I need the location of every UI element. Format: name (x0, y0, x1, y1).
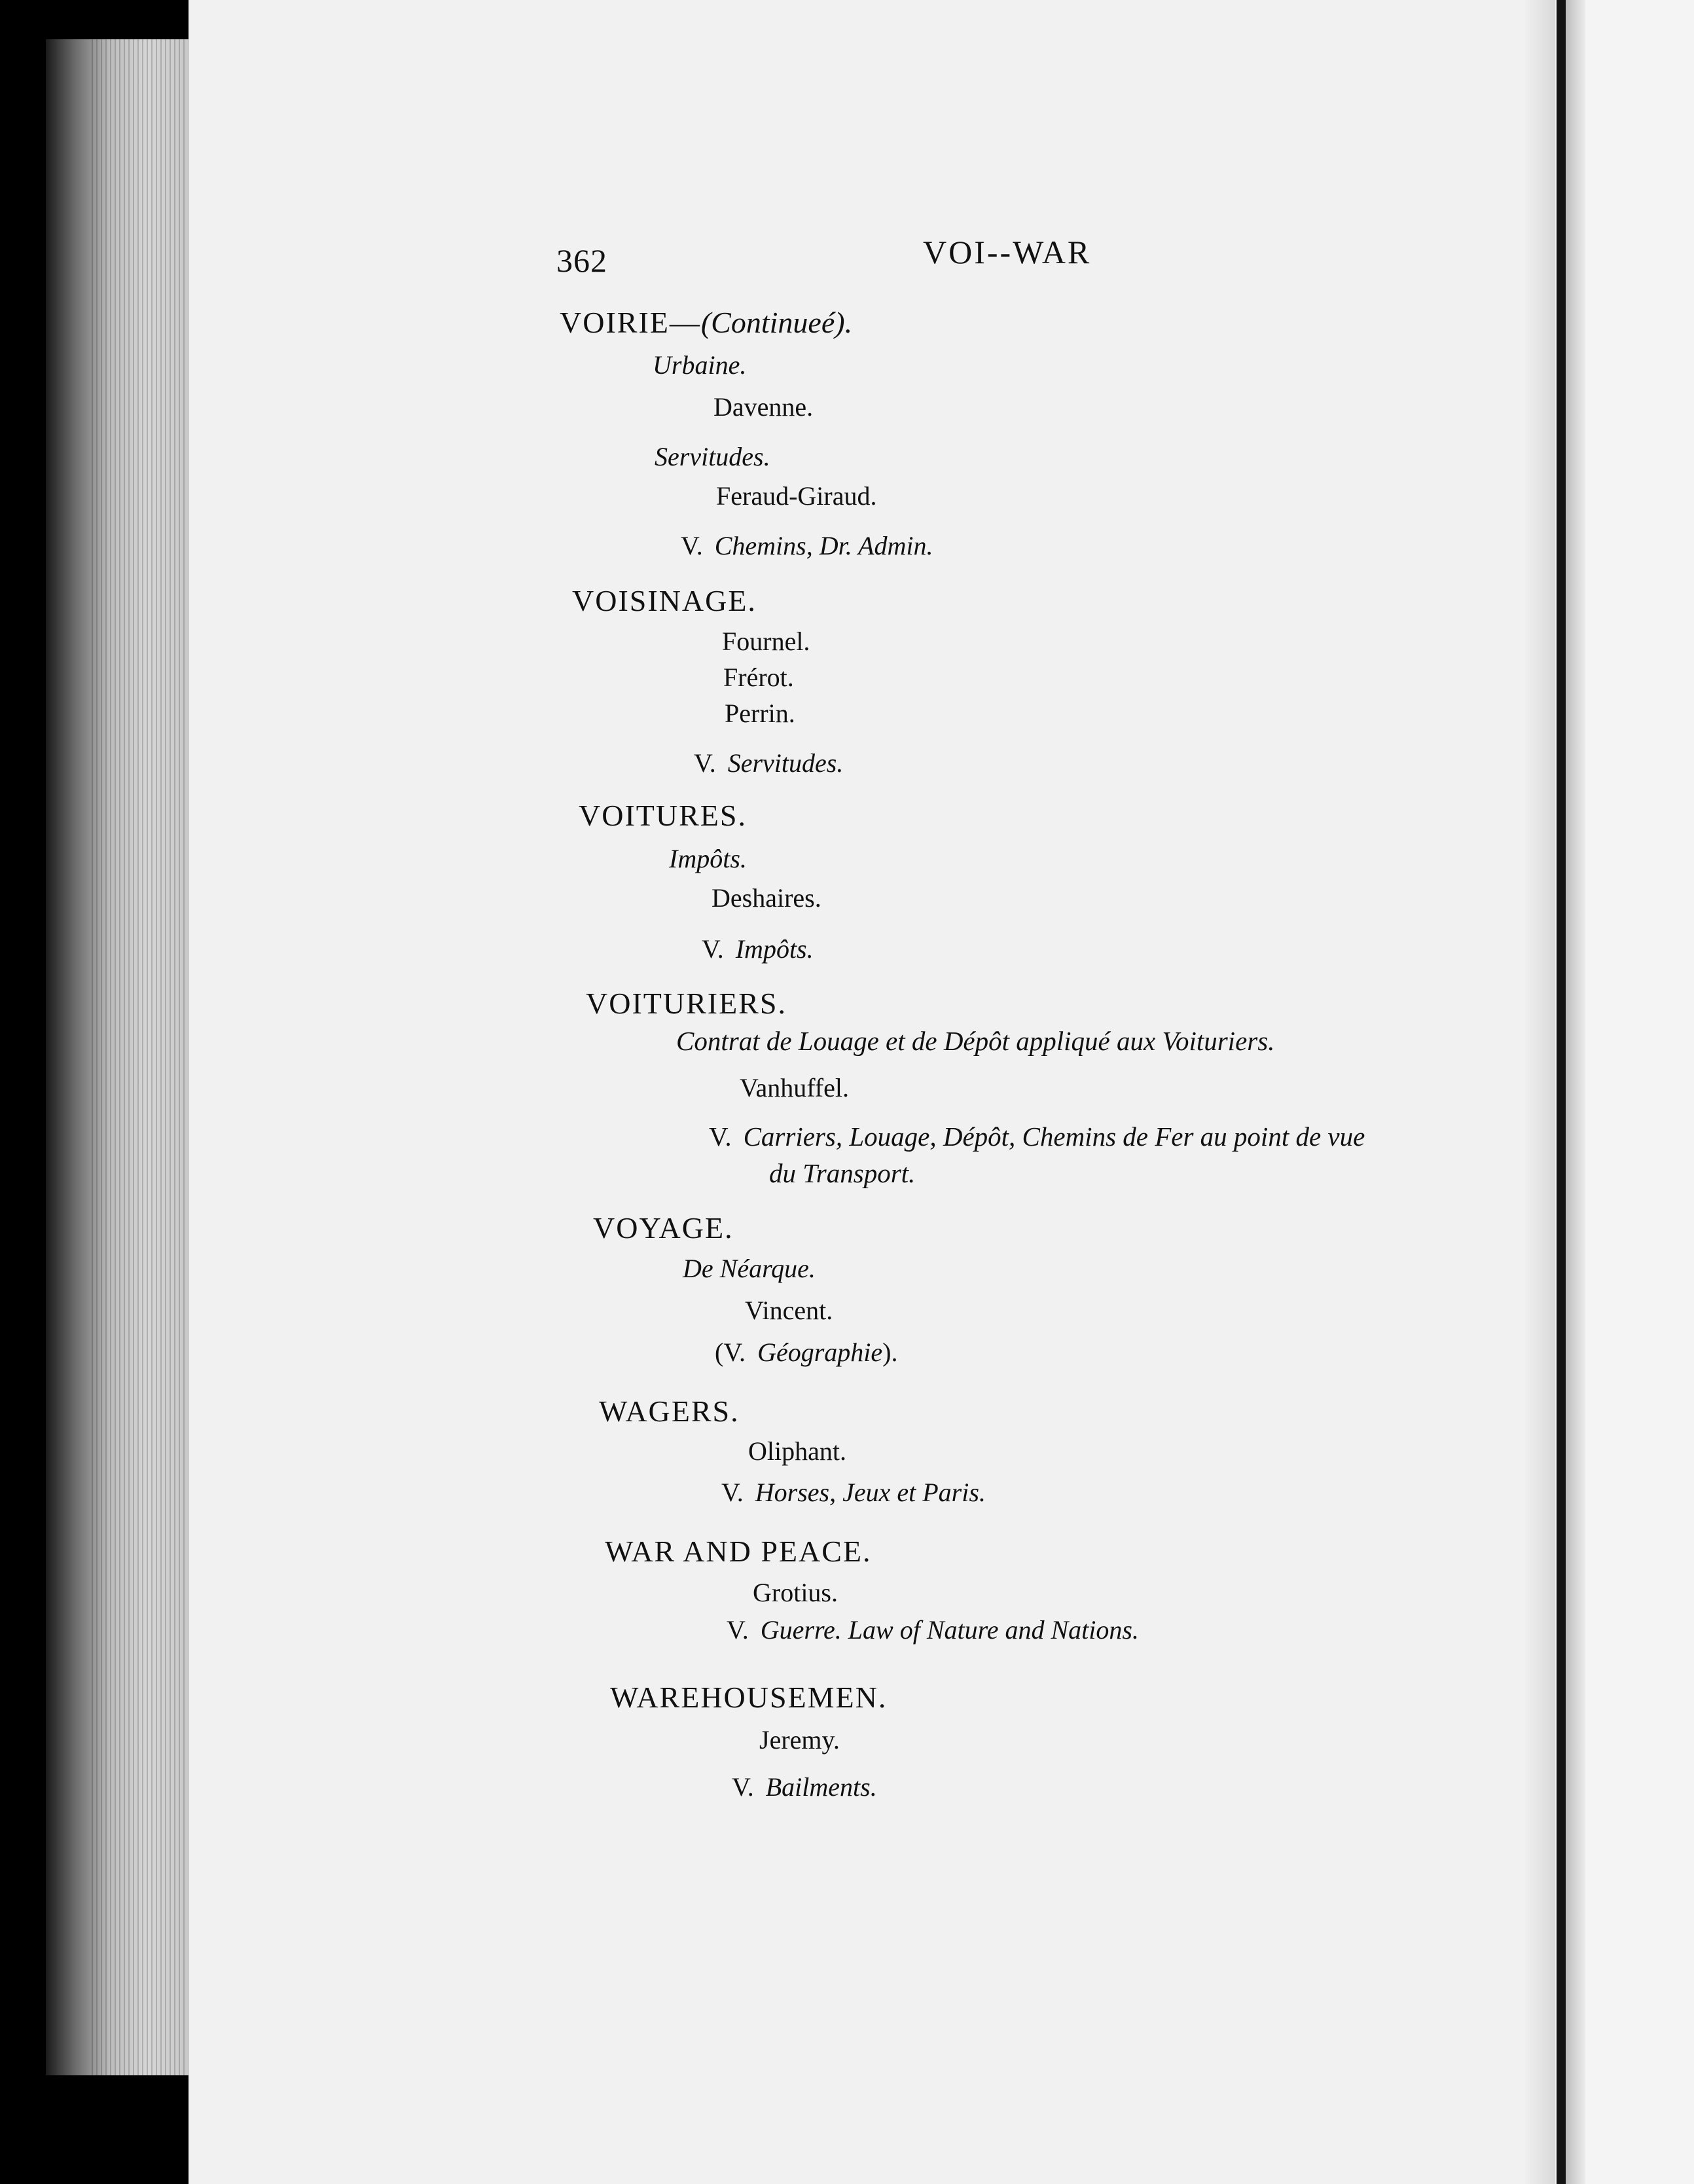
entry-heading-voisinage: VOISINAGE. (572, 584, 757, 617)
xref-text: Guerre. Law of Nature and Nations. (760, 1615, 1139, 1645)
xref-text: Bailments. (765, 1772, 877, 1802)
gutter (1557, 0, 1566, 2184)
author-vincent: Vincent. (745, 1296, 833, 1325)
running-title: VOI--WAR (923, 234, 1092, 270)
entry-heading-voitures: VOITURES. (579, 799, 747, 832)
author-vanhuffel: Vanhuffel. (740, 1073, 849, 1102)
subheading-servitudes: Servitudes. (655, 442, 770, 471)
author-davenne: Davenne. (713, 392, 814, 422)
page-shadow (1525, 0, 1555, 2184)
xref-text: Carriers, Louage, Dépôt, Chemins de Fer au point de vue (743, 1121, 1365, 1152)
xref-text-continued: du Transport. (769, 1158, 916, 1188)
xref-text: Servitudes. (727, 748, 844, 778)
page (189, 0, 1555, 2184)
author-fournel: Fournel. (722, 627, 810, 656)
cross-reference-voyage (715, 1339, 897, 1366)
author-jeremy: Jeremy. (759, 1725, 840, 1755)
heading-note: (Continueé). (700, 306, 853, 339)
xref-prefix: V. (709, 1121, 732, 1152)
entry-heading-voirie (560, 308, 852, 338)
author-feraud-giraud: Feraud-Giraud. (716, 481, 877, 511)
xref-text: Géographie (757, 1338, 883, 1367)
subheading-contrat-de-louage: Contrat de Louage et de Dépôt appliqué aux Voituriers. (676, 1026, 1275, 1056)
cross-reference-wagers (721, 1480, 986, 1506)
subheading-de-nearque: De Néarque. (683, 1254, 816, 1283)
cross-reference-voitures (702, 936, 814, 962)
xref-prefix: V. (681, 531, 703, 560)
subheading-impots: Impôts. (669, 844, 747, 873)
cross-reference-voituriers-continued (769, 1160, 915, 1187)
page-number: 362 (556, 242, 607, 279)
xref-prefix: V. (721, 1478, 744, 1507)
xref-close: ). (882, 1338, 898, 1367)
page-edges (92, 39, 190, 2075)
facing-page-edge (1566, 0, 1585, 2184)
cross-reference-voirie (681, 533, 933, 559)
author-deshaires: Deshaires. (712, 883, 821, 913)
xref-prefix: V. (702, 934, 724, 964)
cross-reference-voisinage (694, 750, 843, 776)
author-perrin: Perrin. (725, 699, 795, 728)
xref-prefix: V. (694, 748, 716, 778)
xref-text: Chemins, Dr. Admin. (714, 531, 933, 560)
entry-heading-warehousemen: WAREHOUSEMEN. (610, 1681, 888, 1714)
cross-reference-warehousemen (732, 1774, 877, 1800)
author-oliphant: Oliphant. (748, 1436, 846, 1466)
entry-heading-voyage: VOYAGE. (593, 1211, 734, 1245)
xref-prefix: V. (727, 1615, 749, 1645)
xref-prefix: (V. (715, 1338, 746, 1367)
xref-prefix: V. (732, 1772, 754, 1802)
xref-text: Horses, Jeux et Paris. (755, 1478, 986, 1507)
entry-heading-war-and-peace: WAR AND PEACE. (605, 1535, 872, 1568)
author-frerot: Frérot. (723, 663, 794, 692)
subheading-urbaine: Urbaine. (653, 350, 747, 380)
heading-text: VOIRIE— (560, 306, 701, 339)
entry-heading-wagers: WAGERS. (599, 1394, 740, 1428)
cross-reference-war-and-peace (727, 1617, 1139, 1643)
author-grotius: Grotius. (753, 1578, 838, 1607)
entry-heading-voituriers: VOITURIERS. (586, 987, 787, 1020)
cross-reference-voituriers (709, 1123, 1365, 1150)
xref-text: Impôts. (735, 934, 814, 964)
